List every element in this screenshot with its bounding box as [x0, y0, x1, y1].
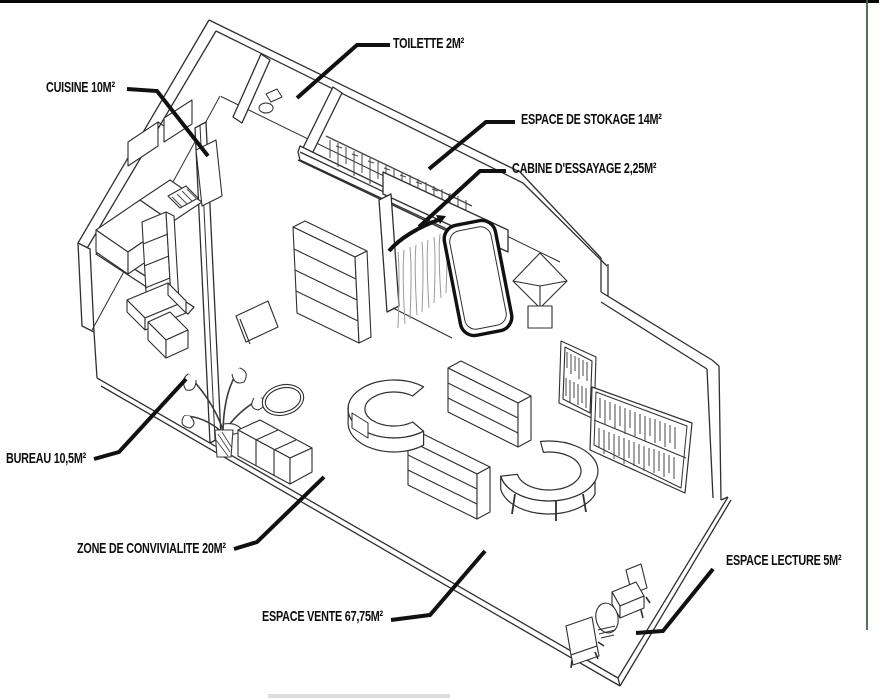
- bureau-desk-block: [148, 312, 188, 358]
- gondola-shelf-1: [448, 361, 531, 447]
- modular-sofa: [238, 420, 312, 484]
- leader-lecture: [636, 569, 713, 633]
- reading-corner: [566, 564, 650, 668]
- leader-zone: [234, 477, 324, 549]
- plant-pot: [215, 430, 233, 457]
- oval-rug: [259, 380, 307, 420]
- leaning-display-panel: [236, 301, 278, 344]
- label-bureau: BUREAU 10,5M²: [6, 450, 87, 467]
- label-toilette: TOILETTE 2M²: [393, 35, 465, 52]
- curtain: [398, 231, 447, 328]
- clothes-rack-large: [590, 387, 692, 493]
- curved-counter-left: [348, 380, 424, 452]
- label-vente: ESPACE VENTE 67,75M²: [262, 608, 383, 625]
- label-cuisine: CUISINE 10M²: [46, 79, 115, 96]
- open-shelf-unit: [293, 221, 371, 343]
- label-lecture: ESPACE LECTURE 5M²: [726, 552, 842, 569]
- label-stokage: ESPACE DE STOKAGE 14M²: [521, 111, 662, 128]
- label-zone: ZONE DE CONVIVIALITE 20M²: [77, 540, 226, 557]
- curved-counter-right: [501, 441, 598, 521]
- clothes-rack-small: [559, 341, 596, 419]
- label-cabine: CABINE D'ESSAYAGE 2,25M²: [512, 160, 657, 177]
- leader-bureau: [94, 379, 186, 459]
